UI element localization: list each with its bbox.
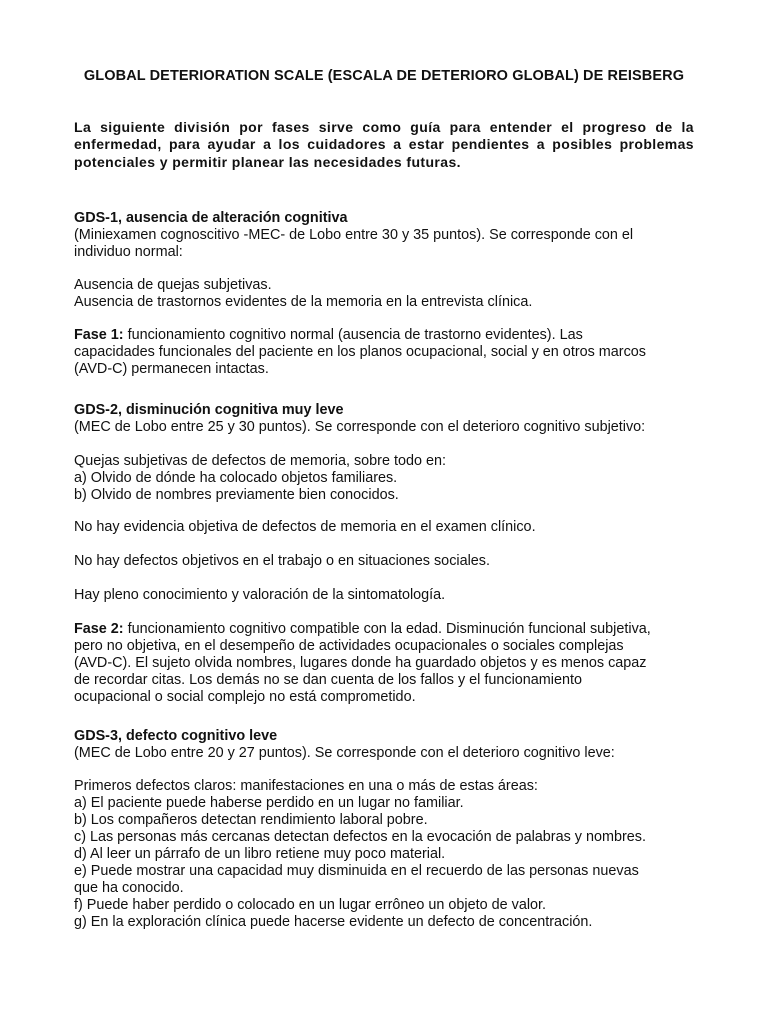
gds2-section (74, 402, 694, 436)
gds1-section (74, 210, 694, 261)
gds2-complaint-line: a) Olvido de dónde ha colocado objetos familiares. (74, 470, 398, 486)
gds1-item: Ausencia de quejas subjetivas. (74, 277, 272, 293)
gds3-line: que ha conocido. (74, 880, 184, 896)
gds1-items (74, 277, 694, 311)
gds3-line: Primeros defectos claros: manifestaciones en una o más de estas áreas: (74, 778, 538, 794)
fase1-text-line: capacidades funcionales del paciente en los planos ocupacional, social y en otros marcos (74, 344, 646, 360)
fase2-text-line: (AVD-C). El sujeto olvida nombres, lugares donde ha guardado objetos y es menos capaz (74, 655, 647, 671)
gds2-statement (74, 553, 694, 570)
gds2-statement-text: Hay pleno conocimiento y valoración de la sintomatología. (74, 587, 446, 603)
intro-paragraph: La siguiente división por fases sirve como guía para entender el progreso de la enfermedad, para ayudar a los cuidadores a estar pendientes a posibles problemas potenciales y permitir planear las necesidades futuras. (74, 119, 694, 170)
fase2-text-line: pero no objetiva, en el desempeño de actividades ocupacionales o sociales complejas (74, 638, 624, 654)
gds2-statement-text: No hay defectos objetivos en el trabajo o en situaciones sociales. (74, 553, 490, 569)
gds3-line: b) Los compañeros detectan rendimiento laboral pobre. (74, 812, 428, 828)
gds3-line: c) Las personas más cercanas detectan defectos en la evocación de palabras y nombres. (74, 829, 646, 845)
gds2-fase (74, 621, 694, 706)
gds2-description: (MEC de Lobo entre 25 y 30 puntos). Se corresponde con el deterioro cognitivo subjetivo: (74, 419, 646, 435)
gds3-line: d) Al leer un párrafo de un libro retiene muy poco material. (74, 846, 446, 862)
gds1-heading: GDS-1, ausencia de alteración cognitiva (74, 210, 348, 226)
gds3-line: g) En la exploración clínica puede hacerse evidente un defecto de concentración. (74, 914, 593, 930)
fase2-text-line: ocupacional o social complejo no está comprometido. (74, 689, 416, 705)
gds2-statement (74, 587, 694, 604)
gds1-description-line: (Miniexamen cognoscitivo -MEC- de Lobo entre 30 y 35 puntos). Se corresponde con el (74, 227, 634, 243)
gds3-line: e) Puede mostrar una capacidad muy disminuida en el recuerdo de las personas nuevas (74, 863, 639, 879)
gds3-list (74, 778, 694, 931)
gds3-description: (MEC de Lobo entre 20 y 27 puntos). Se corresponde con el deterioro cognitivo leve: (74, 745, 615, 761)
fase2-text-line: de recordar citas. Los demás no se dan cuenta de los fallos y el funcionamiento (74, 672, 582, 688)
gds2-complaints (74, 453, 694, 504)
gds2-statement-text: No hay evidencia objetiva de defectos de memoria en el examen clínico. (74, 519, 536, 535)
gds2-complaint-line: b) Olvido de nombres previamente bien conocidos. (74, 487, 399, 503)
gds2-complaint-line: Quejas subjetivas de defectos de memoria, sobre todo en: (74, 453, 446, 469)
gds3-heading: GDS-3, defecto cognitivo leve (74, 728, 278, 744)
gds1-item: Ausencia de trastornos evidentes de la memoria en la entrevista clínica. (74, 294, 533, 310)
gds1-description-line: individuo normal: (74, 244, 183, 260)
document-title: GLOBAL DETERIORATION SCALE (ESCALA DE DETERIORO GLOBAL) DE REISBERG (83, 68, 685, 84)
fase2-label: Fase 2: (74, 621, 124, 637)
fase1-text: funcionamiento cognitivo normal (ausencia de trastorno evidentes). Las (123, 327, 583, 343)
gds2-heading: GDS-2, disminución cognitiva muy leve (74, 402, 344, 418)
gds2-statement (74, 519, 694, 536)
gds3-section (74, 728, 694, 762)
fase1-text-line: (AVD-C) permanecen intactas. (74, 361, 269, 377)
fase2-text: funcionamiento cognitivo compatible con la edad. Disminución funcional subjetiva, (123, 621, 651, 637)
gds3-line: f) Puede haber perdido o colocado en un lugar errôneo un objeto de valor. (74, 897, 547, 913)
fase1-label: Fase 1: (74, 327, 124, 343)
gds3-line: a) El paciente puede haberse perdido en un lugar no familiar. (74, 795, 464, 811)
gds1-fase (74, 327, 694, 378)
